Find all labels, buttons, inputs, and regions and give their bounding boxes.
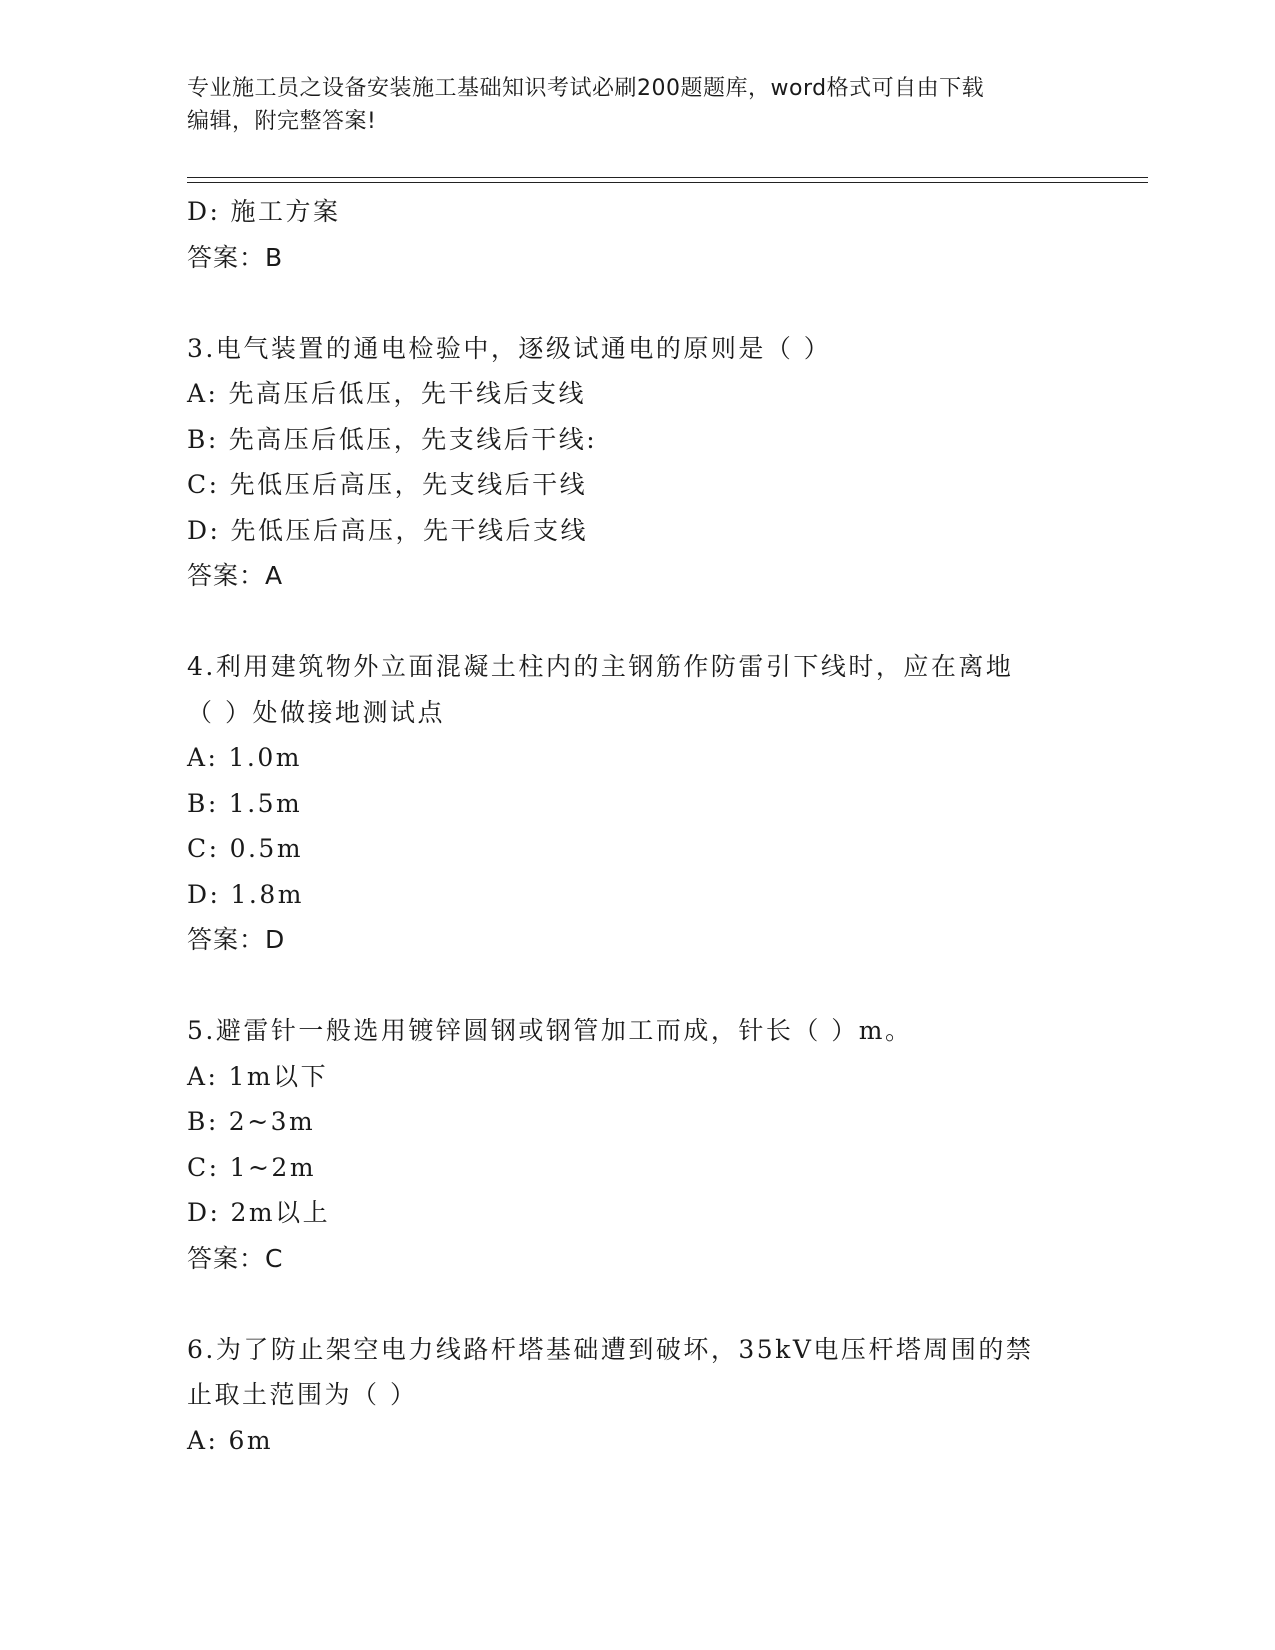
option-label: C: [187, 470, 220, 499]
option-label: C: [187, 1152, 220, 1182]
q5-option-b [187, 1099, 1107, 1145]
q5-option-d [187, 1190, 1107, 1236]
option-text: 先低压后高压，先支线后干线 [229, 470, 588, 499]
spacer [187, 963, 1107, 1009]
q4-option-b [187, 781, 1107, 827]
option-label: D: [187, 197, 221, 226]
q4-option-c [187, 826, 1107, 872]
spacer [187, 599, 1107, 645]
option-text: 2~3m [228, 1107, 316, 1136]
header-line-2: 编辑，附完整答案! [187, 109, 377, 134]
option-label: B: [187, 1107, 219, 1136]
q2-answer: 答案：B [187, 242, 284, 272]
option-text: 1~2m [229, 1152, 317, 1182]
option-label: D: [187, 1198, 221, 1227]
q4-option-d [187, 872, 1107, 918]
q5-option-a [187, 1054, 1107, 1100]
option-label: A: [187, 1425, 219, 1455]
option-text: 2m以上 [230, 1198, 331, 1227]
q3-option-a [187, 371, 1107, 417]
q3-option-d [187, 508, 1107, 554]
option-label: A: [187, 743, 219, 772]
header-divider-top [187, 177, 1148, 178]
option-text: 6m [228, 1425, 274, 1455]
option-text: 先低压后高压，先干线后支线 [230, 515, 588, 545]
q6-question-line-2: 止取土范围为（ ） [187, 1380, 418, 1409]
q3-question: 3.电气装置的通电检验中，逐级试通电的原则是（ ） [187, 333, 832, 363]
document-header [187, 72, 1087, 138]
option-text: 1.5m [228, 788, 303, 818]
q3-option-c [187, 462, 1107, 508]
option-text: 1.8m [230, 879, 304, 909]
option-text: 1m以下 [228, 1061, 329, 1091]
q6-option-a [187, 1418, 1107, 1464]
option-label: A: [187, 379, 219, 408]
spacer [187, 1281, 1107, 1327]
option-label: B: [187, 788, 219, 818]
q2-option-d [187, 189, 1107, 235]
q5-option-c [187, 1145, 1107, 1191]
option-text: 施工方案 [230, 197, 341, 226]
option-text: 0.5m [229, 834, 304, 863]
header-divider-bottom [187, 182, 1148, 183]
option-text: 1.0m [228, 743, 302, 772]
spacer [187, 280, 1107, 326]
question-list [187, 189, 1107, 1463]
header-line-1: 专业施工员之设备安装施工基础知识考试必刷200题题库，word格式可自由下载 [187, 76, 985, 101]
q6-question-line-1: 6.为了防止架空电力线路杆塔基础遭到破坏，35kV电压杆塔周围的禁 [187, 1334, 1034, 1364]
q4-question-line-1: 4.利用建筑物外立面混凝土柱内的主钢筋作防雷引下线时，应在离地 [187, 652, 1014, 681]
option-label: D: [187, 879, 221, 909]
q5-question: 5.避雷针一般选用镀锌圆钢或钢管加工而成，针长（ ）m。 [187, 1016, 913, 1045]
option-text: 先高压后低压，先干线后支线 [228, 379, 586, 408]
q5-answer: 答案：C [187, 1243, 284, 1273]
option-label: D: [187, 515, 221, 545]
q4-option-a [187, 735, 1107, 781]
q3-answer: 答案：A [187, 561, 284, 590]
q4-question-line-2: （ ）处做接地测试点 [187, 697, 445, 727]
option-label: B: [187, 424, 219, 454]
q4-answer: 答案：D [187, 925, 286, 954]
q3-option-b [187, 417, 1107, 463]
option-text: 先高压后低压，先支线后干线: [228, 424, 598, 454]
option-label: C: [187, 834, 220, 863]
option-label: A: [187, 1061, 219, 1091]
